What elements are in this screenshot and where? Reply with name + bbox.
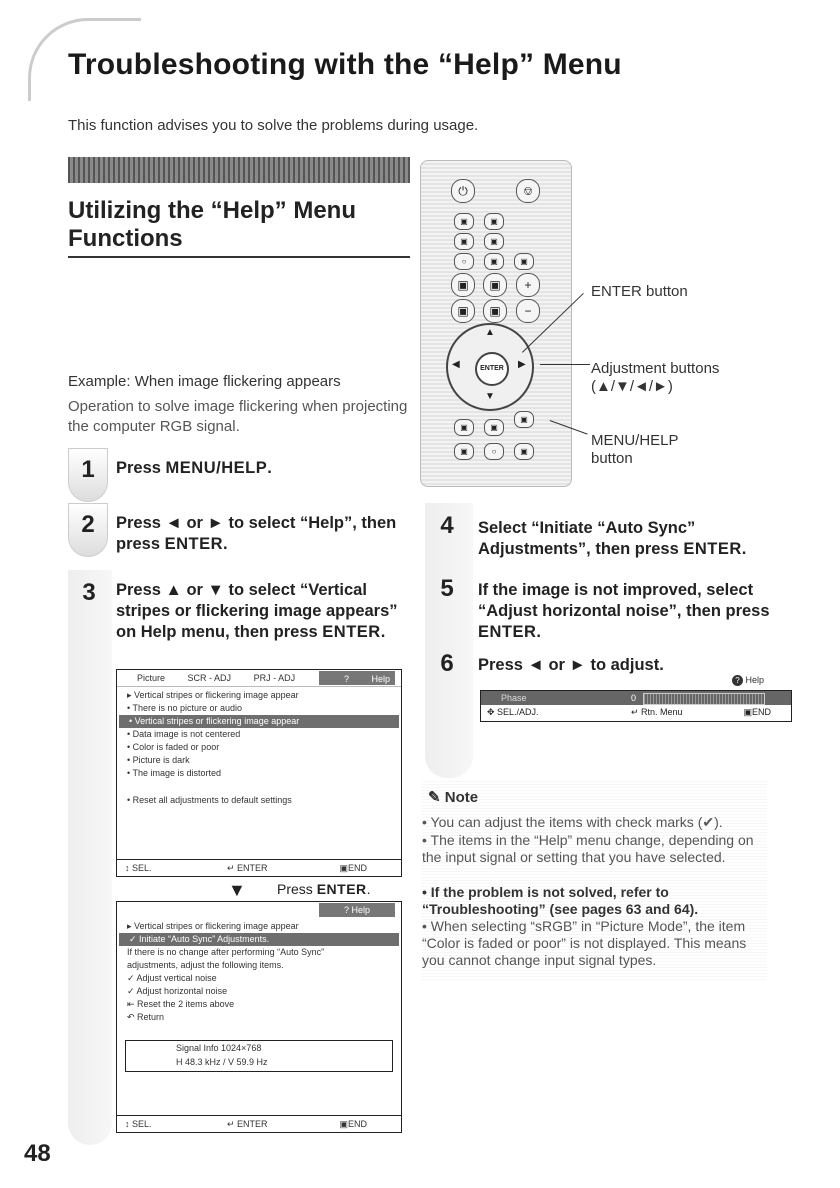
- step-1-text: Press MENU/HELP.: [116, 459, 272, 477]
- step-5-number: 5: [440, 575, 454, 602]
- menu-help-label: MENU/HELP: [591, 432, 679, 449]
- note-box: [422, 780, 767, 980]
- tab-help[interactable]: ? Help: [319, 903, 395, 917]
- menu-text: adjustments, adjust the following items.: [127, 960, 284, 970]
- menu-item[interactable]: • There is no picture or audio: [127, 703, 243, 713]
- example-text: Example: When image flickering appears: [68, 373, 341, 390]
- menu-item[interactable]: ✓ Adjust horizontal noise: [127, 986, 228, 996]
- note-bullet-3: • If the problem is not solved, refer to “Troubleshooting” (see pages 63 and 64).: [422, 884, 699, 917]
- menu-item[interactable]: ⇤ Reset the 2 items above: [127, 999, 235, 1009]
- menu-text: If there is no change after performing “Auto Sync”: [127, 947, 325, 957]
- arrow-down-icon: ▼: [228, 880, 246, 900]
- help-icon: ?: [343, 905, 349, 915]
- menu-item[interactable]: • The image is distorted: [127, 768, 222, 778]
- footer-enter: ↵ ENTER: [227, 1119, 268, 1129]
- menu-item[interactable]: ↶ Return: [127, 1012, 165, 1022]
- adjust-slider-track[interactable]: [643, 693, 765, 705]
- adjustment-dial[interactable]: [446, 323, 534, 411]
- remote-button[interactable]: ▣: [484, 213, 504, 230]
- remote-button[interactable]: ▣: [484, 419, 504, 436]
- step-4-text: Select “Initiate “Auto Sync” Adjustments”, then press ENTER.: [478, 519, 747, 558]
- adjust-help-label: ? Help: [732, 675, 764, 686]
- note-bullet-1: • You can adjust the items with check marks (✔).: [422, 814, 723, 830]
- note-bullet-4: • When selecting “sRGB” in “Picture Mode”, the item “Color is faded or poor” is not displayed. This means you cannot change input signal types.: [422, 918, 747, 968]
- footer-end: ▣END: [339, 863, 367, 873]
- remote-button[interactable]: ▣: [514, 443, 534, 460]
- menu-footer: [117, 859, 401, 876]
- footer-select: ↕ SEL.: [125, 1119, 152, 1129]
- page-title: Troubleshooting with the “Help” Menu: [68, 48, 622, 81]
- intro-text: This function advises you to solve the problems during usage.: [68, 117, 479, 134]
- remote-button[interactable]: ▣: [454, 233, 474, 250]
- arrow-up-icon[interactable]: ▲: [485, 327, 495, 338]
- remote-button[interactable]: ▣: [451, 273, 475, 297]
- footer-select: ↕ SEL.: [125, 863, 152, 873]
- enter-button[interactable]: ENTER: [475, 352, 509, 386]
- remote-control: [420, 160, 572, 487]
- enter-button-label: ENTER button: [591, 283, 688, 300]
- remote-button[interactable]: ○: [454, 253, 474, 270]
- step-6-number: 6: [440, 650, 454, 677]
- step-3-text: Press ▲ or ▼ to select “Vertical stripes or flickering image appears” on Help menu, then press ENTER.: [116, 581, 398, 641]
- menu-tabs: [117, 902, 401, 918]
- adjust-footer-return: ↵ Rtn. Menu: [631, 707, 683, 717]
- pencil-icon: ✎: [428, 789, 441, 806]
- remote-button[interactable]: ▣: [484, 233, 504, 250]
- step-4-number: 4: [440, 512, 454, 539]
- menu-item[interactable]: • Picture is dark: [127, 755, 190, 765]
- step-2-text: Press ◄ or ► to select “Help”, then press ENTER.: [116, 514, 397, 553]
- plus-button[interactable]: +: [516, 273, 540, 297]
- remote-button[interactable]: ○: [484, 443, 504, 460]
- remote-button[interactable]: ▣: [483, 273, 507, 297]
- note-heading: ✎ Note: [428, 789, 479, 806]
- adjust-slider-row[interactable]: [481, 691, 791, 705]
- menu-help-label-2: button: [591, 450, 633, 467]
- adjust-footer-select: ✥ SEL./ADJ.: [487, 707, 539, 717]
- operation-text: Operation to solve image flickering when projecting the computer RGB signal.: [68, 398, 408, 435]
- menu-item[interactable]: • Color is faded or poor: [127, 742, 220, 752]
- remote-button[interactable]: ▣: [454, 419, 474, 436]
- section-title: Utilizing the “Help” Menu Functions: [68, 197, 356, 252]
- adjust-value: 0: [631, 693, 637, 703]
- step-1-number: 1: [68, 448, 108, 502]
- step-5-text: If the image is not improved, select “Adjust horizontal noise”, then press ENTER.: [478, 581, 770, 641]
- adjust-footer-end: ▣END: [743, 707, 771, 717]
- footer-end: ▣END: [339, 1119, 367, 1129]
- adjust-phase-label: Phase: [501, 693, 527, 703]
- standby-button[interactable]: ⏻: [451, 179, 475, 203]
- remote-button[interactable]: ▣: [514, 253, 534, 270]
- menu-item-selected[interactable]: ✓ Initiate “Auto Sync” Adjustments.: [119, 933, 399, 946]
- menu-item: ▸ Vertical stripes or flickering image appear: [127, 921, 299, 931]
- power-button[interactable]: ⎊: [516, 179, 540, 203]
- signal-info-box: [125, 1040, 393, 1072]
- arrow-down-icon[interactable]: ▼: [485, 391, 495, 402]
- menu-item[interactable]: ✓ Adjust vertical noise: [127, 973, 217, 983]
- section-rule: [68, 256, 410, 258]
- menu-item[interactable]: • Reset all adjustments to default settings: [127, 795, 292, 805]
- adjustment-buttons-label: Adjustment buttons: [591, 360, 720, 377]
- minus-button[interactable]: −: [516, 299, 540, 323]
- footer-enter: ↵ ENTER: [227, 863, 268, 873]
- remote-button[interactable]: ▣: [451, 299, 475, 323]
- adjustment-keys-label: (▲/▼/◄/►): [591, 378, 673, 395]
- signal-info-line1: Signal Info 1024×768: [176, 1043, 262, 1053]
- menu-tabs: [117, 670, 401, 687]
- menu-item[interactable]: • Data image is not centered: [127, 729, 241, 739]
- step-3-rail: [68, 570, 112, 1145]
- note-bullet-2: • The items in the “Help” menu change, depending on the input signal or setting that you have selected.: [422, 832, 754, 865]
- adjust-callout-line: [540, 364, 590, 365]
- step-2-number: 2: [68, 503, 108, 557]
- remote-button[interactable]: ▣: [454, 213, 474, 230]
- page-number: 48: [24, 1140, 51, 1167]
- signal-info-line2: H 48.3 kHz / V 59.9 Hz: [176, 1057, 268, 1067]
- help-icon: ?: [343, 674, 349, 684]
- remote-button[interactable]: ▣: [454, 443, 474, 460]
- arrow-right-icon[interactable]: ▶: [518, 359, 526, 370]
- adjustment-bar: [480, 690, 792, 722]
- menu-item-selected[interactable]: • Vertical stripes or flickering image appear: [119, 715, 399, 728]
- tab-picture[interactable]: Picture: [137, 673, 166, 683]
- menu-help-button[interactable]: ▣: [514, 411, 534, 428]
- menu-footer: [117, 1115, 401, 1132]
- menu-item: ▸ Vertical stripes or flickering image appear: [127, 690, 299, 700]
- tab-scr-adj[interactable]: SCR - ADJ: [187, 673, 232, 683]
- tab-help[interactable]: ? Help: [319, 671, 395, 685]
- section-banner: [68, 157, 410, 183]
- remote-button[interactable]: ▣: [483, 299, 507, 323]
- adjust-footer: [481, 705, 791, 720]
- step-6-text: Press ◄ or ► to adjust.: [478, 656, 664, 674]
- remote-button[interactable]: ▣: [484, 253, 504, 270]
- help-menu-screen: [116, 669, 402, 877]
- press-enter-caption: Press ENTER.: [277, 881, 371, 897]
- help-icon: ?: [732, 675, 743, 686]
- step-3-number: 3: [82, 579, 96, 606]
- tab-prj-adj[interactable]: PRJ - ADJ: [253, 673, 296, 683]
- help-menu-screen-2: [116, 901, 402, 1133]
- arrow-left-icon[interactable]: ◀: [452, 359, 460, 370]
